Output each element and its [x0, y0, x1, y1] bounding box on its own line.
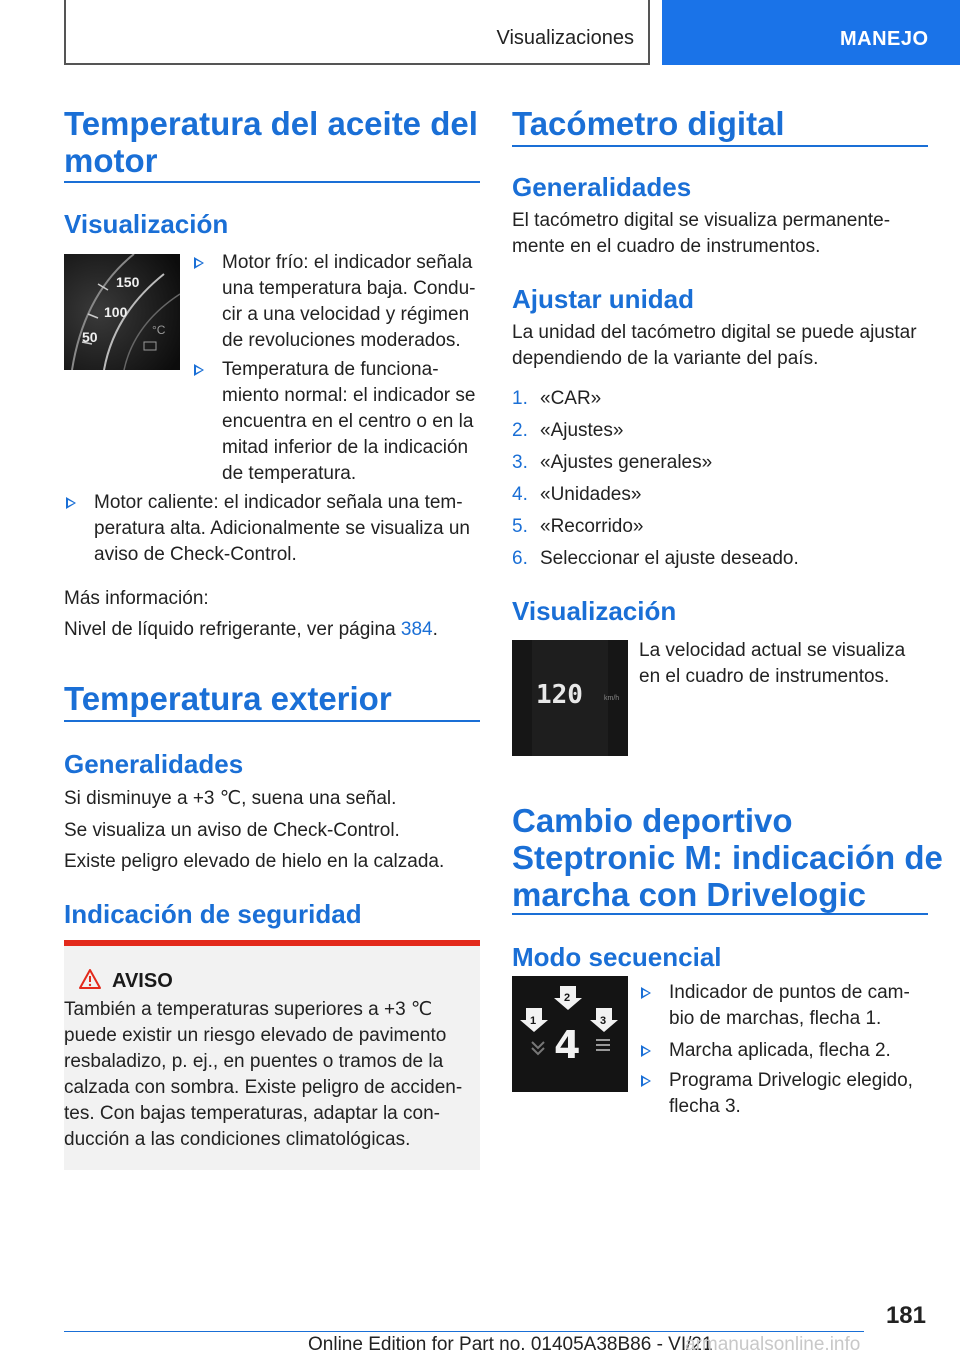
tach-generalidades-heading: Generalidades [512, 172, 692, 202]
bullet-triangle-icon [194, 364, 204, 376]
warning-box [64, 940, 480, 1170]
gear-title: Cambio deportivo Steptronic M: indicación de marcha con Drivelogic [512, 802, 943, 913]
arrow-label-3: 3 [600, 1015, 607, 1027]
page-number: 181 [885, 1302, 926, 1329]
warning-triangle-icon [78, 968, 102, 990]
oil-bullet-cold: Motor frío: el indicador señala una temperatura baja. Condu-cir a una velocidad y régimen de revoluciones moderados. [194, 250, 480, 354]
gear-display-image [512, 976, 628, 1092]
ext-paragraph-3: Existe peligro elevado de hielo en la calzada. [64, 851, 445, 872]
ext-paragraph-2: Se visualiza un aviso de Check-Control. [64, 820, 400, 841]
more-info-label: Más información: [64, 588, 209, 609]
ext-temp-title: Temperatura exterior [64, 680, 392, 717]
bullet-triangle-icon [641, 987, 651, 999]
header-section-title: Visualizaciones [496, 27, 634, 49]
oil-bullet-normal: Temperatura de funciona-miento normal: el indicador se encuentra en el centro o en la mitad inferior de la indicación de temperatura. [194, 357, 480, 487]
header-chapter-label: MANEJO [840, 28, 929, 50]
seq-bullet-1: Indicador de puntos de cam-bio de marchas, flecha 1. [641, 980, 931, 1032]
arrow-label-1: 1 [530, 1015, 537, 1027]
tach-title: Tacómetro digital [512, 105, 785, 142]
tach-generalidades-text: El tacómetro digital se visualiza permanente-mente en el cuadro de instrumentos. [512, 210, 891, 257]
footer-edition: Online Edition for Part no. 01405A38B86 - VI/21 [308, 1334, 713, 1355]
safety-heading: Indicación de seguridad [64, 899, 362, 929]
title-rule [64, 181, 480, 183]
header-frame [64, 0, 650, 65]
oil-gauge-image [64, 254, 180, 370]
coolant-reference: Nivel de líquido refrigerante, ver página 384. [64, 619, 438, 640]
gear-number: 4 [554, 1023, 581, 1067]
oil-visualizacion-heading: Visualización [64, 209, 229, 239]
ext-paragraph-1: Si disminuye a +3 ℃, suena una señal. [64, 788, 397, 809]
speed-value: 120 [536, 680, 583, 710]
speed-unit: km/h [604, 695, 620, 702]
tach-visualizacion-heading: Visualización [512, 596, 677, 626]
bullet-triangle-icon [641, 1075, 651, 1087]
warning-text: También a temperaturas superiores a +3 ℃ puede existir un riesgo elevado de pavimento resbaladizo, p. ej., en puentes o tramos de la calzada con sombra. Existe peligro de acciden- tes. Con bajas temperaturas, adaptar la con- ducción a las condiciones climatológicas. [64, 999, 463, 1150]
warning-title: AVISO [112, 970, 173, 992]
tach-visualizacion-text: La velocidad actual se visualiza en el cuadro de instrumentos. [639, 640, 906, 687]
gauge-label-150: 150 [116, 274, 140, 290]
footer-watermark: armanualsonline.info [685, 1334, 861, 1355]
ajustar-unidad-heading: Ajustar unidad [512, 284, 695, 314]
coolant-page-link[interactable]: 384 [400, 619, 433, 640]
gauge-label-50: 50 [82, 329, 98, 345]
speed-display-image [512, 640, 628, 756]
oil-bullet-hot: Motor caliente: el indicador señala una tem-peratura alta. Adicionalmente se visualiza un aviso de Check-Control. [66, 490, 480, 568]
ajustar-unidad-text: La unidad del tacómetro digital se puede ajustar dependiendo de la variante del país. [512, 322, 917, 369]
seq-bullet-3: Programa Drivelogic elegido, flecha 3. [641, 1068, 931, 1120]
ext-generalidades-heading: Generalidades [64, 749, 244, 779]
bullet-triangle-icon [194, 257, 204, 269]
title-rule [64, 720, 480, 722]
modo-secuencial-heading: Modo secuencial [512, 942, 722, 972]
oil-temp-title: Temperatura del aceite del motor [64, 105, 478, 179]
gauge-label-celsius: °C [152, 323, 166, 337]
title-rule [512, 913, 928, 915]
arrow-label-2: 2 [564, 992, 571, 1004]
gauge-label-100: 100 [104, 304, 128, 320]
bullet-triangle-icon [641, 1045, 651, 1057]
title-rule [512, 145, 928, 147]
footer-rule [64, 1331, 864, 1332]
bullet-triangle-icon [66, 497, 76, 509]
seq-bullet-2: Marcha aplicada, flecha 2. [641, 1038, 931, 1064]
